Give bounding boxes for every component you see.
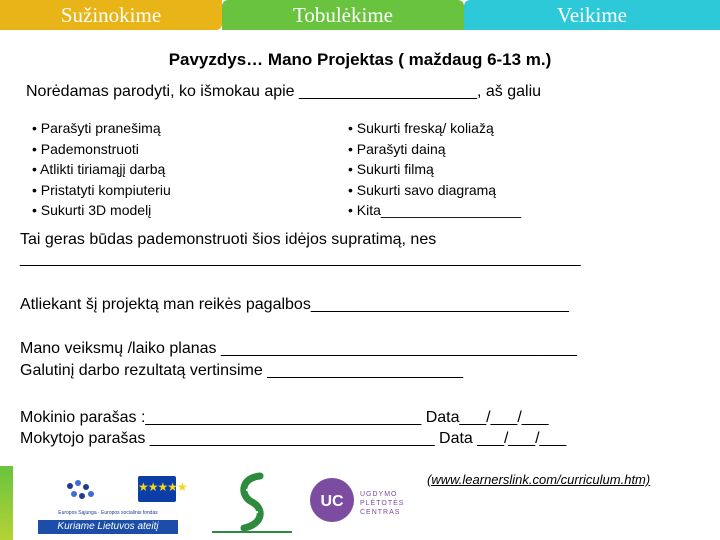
uc-text [360, 490, 404, 517]
green-side-bar [0, 466, 13, 540]
svg-text:UC: UC [320, 493, 344, 510]
list-item: • Sukurti savo diagramą [348, 180, 521, 201]
es-slogan: Kuriame Lietuvos ateitį [38, 520, 178, 534]
ugdymo-centras-logo [308, 476, 418, 532]
list-item: • Sukurti 3D modelį [32, 200, 171, 221]
uc-text-line: UGDYMO [360, 491, 398, 498]
list-item: • Pristatyti kompiuteriu [32, 180, 171, 201]
top-tabs [0, 0, 720, 30]
help-text: Atliekant šį projektą man reikės pagalbos_____________________________ [20, 296, 569, 313]
dots-icon [64, 478, 98, 504]
list-item: • Sukurti freską/ koliažą [348, 118, 521, 139]
list-item: • Atlikti tiriamąjį darbą [32, 159, 171, 180]
es-small-text: Europos Sąjunga · Europos socialinis fondas [58, 510, 158, 516]
tab-tobulekime[interactable]: Tobulėkime [222, 0, 464, 30]
tab-veikime[interactable]: Veikime [464, 0, 720, 30]
evaluate-text: Galutinį darbo rezultatą vertinsime ______________________ [20, 362, 463, 379]
curriculum-link[interactable]: (www.learnerslink.com/curriculum.htm) [427, 472, 651, 487]
page-title: Pavyzdys… Mano Projektas ( maždaug 6-13 m.) [168, 50, 552, 69]
demonstrate-text: Tai geras būdas pademonstruoti šios idėjos supratimą, nes [20, 231, 437, 248]
logos-footer [34, 470, 594, 536]
es-logo [38, 474, 187, 534]
uc-circle-icon [308, 476, 356, 524]
eu-flag-icon: ★★★★★ [138, 476, 176, 502]
teacher-signature: Mokytojo parašas ________________________________ Data ___/___/___ [20, 430, 567, 447]
tab-suzinokime[interactable]: Sužinokime [0, 0, 222, 30]
list-item: • Parašyti pranešimą [32, 118, 171, 139]
options-right-list [348, 118, 521, 221]
list-item: • Kita__________________ [348, 200, 521, 221]
list-item: • Sukurti filmą [348, 159, 521, 180]
list-item: • Parašyti dainą [348, 139, 521, 160]
uc-text-line: CENTRAS [360, 509, 401, 516]
plan-text: Mano veiksmų /laiko planas ________________________________________ [20, 340, 577, 357]
list-item: • Pademonstruoti [32, 139, 171, 160]
intro-text: Norėdamas parodyti, ko išmokau apie ____________________, aš galiu [26, 83, 542, 100]
ministry-logo-icon [202, 470, 302, 536]
uc-text-line: PLĖTOTĖS [360, 500, 405, 507]
options-left-list [32, 118, 171, 221]
demonstrate-blank: _______________________________________________________________ [20, 250, 581, 267]
student-signature: Mokinio parašas :_______________________________ Data___/___/___ [20, 409, 549, 426]
